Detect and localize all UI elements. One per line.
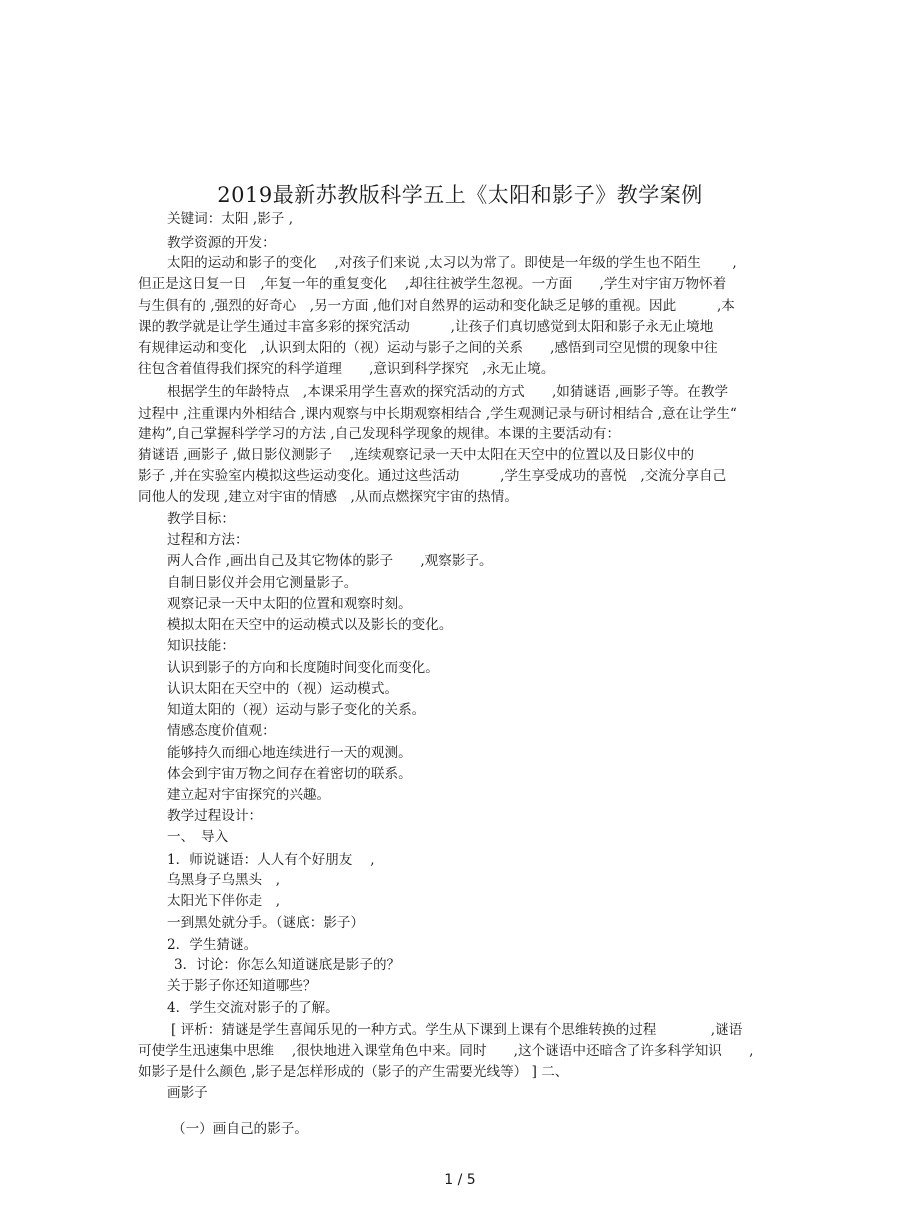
list-item: 能够持久而细心地连续进行一天的观测。 bbox=[167, 745, 412, 761]
commentary-line: 如影子是什么颜色 ,影子是怎样形成的（影子的产生需要光线等） ] 二、 bbox=[138, 1064, 569, 1080]
subsection-heading: （一）画自己的影子。 bbox=[172, 1121, 308, 1137]
list-item: 认识太阳在天空中的（视）运动模式。 bbox=[167, 681, 399, 697]
list-item: 1．师说谜语：人人有个好朋友 , bbox=[167, 852, 375, 868]
list-item: 知道太阳的（视）运动与影子变化的关系。 bbox=[167, 702, 426, 718]
document-title: 2019最新苏教版科学五上《太阳和影子》教学案例 bbox=[217, 183, 703, 207]
page-number: 1 / 5 bbox=[444, 1172, 476, 1188]
paragraph-line: 根据学生的年龄特点 ,本课采用学生喜欢的探究活动的方式 ,如猜谜语 ,画影子等。在教学 bbox=[167, 384, 729, 400]
list-item: 3．讨论：你怎么知道谜底是影子的？ bbox=[174, 957, 401, 973]
list-item: 4．学生交流对影子的了解。 bbox=[167, 1000, 339, 1016]
riddle-line: 太阳光下伴你走 , bbox=[167, 893, 281, 909]
paragraph-line: 但正是这日复一日 ,年复一年的重复变化 ,却往往被学生忽视。一方面 ,学生对宇宙万物怀着 bbox=[138, 276, 727, 292]
list-item: 2．学生猜谜。 bbox=[167, 937, 258, 953]
section-heading: 教学目标： bbox=[167, 511, 235, 527]
list-item: 体会到宇宙万物之间存在着密切的联系。 bbox=[167, 766, 412, 782]
paragraph-line: 太阳的运动和影子的变化 ,对孩子们来说 ,太习以为常了。即使是一年级的学生也不陌生 , bbox=[167, 255, 737, 271]
subsection-heading: 情感态度价值观： bbox=[167, 723, 276, 739]
section-heading: 教学资源的开发： bbox=[167, 235, 276, 251]
paragraph-line: 建构”,自己掌握科学学习的方法 ,自己发现科学现象的规律。本课的主要活动有： bbox=[138, 426, 621, 442]
subsection-heading: 一、 导入 bbox=[167, 829, 229, 845]
paragraph-line: 影子 ,并在实验室内模拟这些运动变化。通过这些活动 ,学生享受成功的喜悦 ,交流分享自己 bbox=[138, 468, 727, 484]
commentary-line: 可使学生迅速集中思维 ,很快地进入课堂角色中来。同时 ,这个谜语中还暗含了许多科学知识 , bbox=[138, 1043, 754, 1059]
list-item: 认识到影子的方向和长度随时间变化而变化。 bbox=[167, 660, 439, 676]
list-item: 观察记录一天中太阳的位置和观察时刻。 bbox=[167, 596, 412, 612]
subsection-heading: 知识技能： bbox=[167, 638, 235, 654]
section-heading: 教学过程设计： bbox=[167, 808, 263, 824]
keywords-line: 关键词：太阳 ,影子 , bbox=[167, 211, 294, 227]
list-item: 关于影子你还知道哪些？ bbox=[167, 978, 317, 994]
list-item: 建立起对宇宙探究的兴趣。 bbox=[167, 787, 331, 803]
list-item: 自制日影仪并会用它测量影子。 bbox=[167, 575, 358, 591]
commentary-line: [ 评析：猜谜是学生喜闻乐见的一种方式。学生从下课到上课有个思维转换的过程 ,谜语 bbox=[171, 1022, 743, 1038]
paragraph-line: 过程中 ,注重课内外相结合 ,课内观察与中长期观察相结合 ,学生观测记录与研讨相结合 ,意在让学生“ bbox=[138, 406, 737, 422]
list-item: 模拟太阳在天空中的运动模式以及影长的变化。 bbox=[167, 617, 453, 633]
paragraph-line: 猜谜语 ,画影子 ,做日影仪测影子 ,连续观察记录一天中太阳在天空中的位置以及日影仪中的 bbox=[138, 447, 695, 463]
paragraph-line: 同他人的发现 ,建立对宇宙的情感 ,从而点燃探究宇宙的热情。 bbox=[138, 489, 518, 505]
paragraph-line: 有规律运动和变化 ,认识到太阳的（视）运动与影子之间的关系 ,感悟到司空见惯的现象中往 bbox=[138, 340, 718, 356]
paragraph-line: 与生俱有的 ,强烈的好奇心 ,另一方面 ,他们对自然界的运动和变化缺乏足够的重视。因此 ,本 bbox=[138, 298, 735, 314]
paragraph-line: 往包含着值得我们探究的科学道理 ,意识到科学探究 ,永无止境。 bbox=[138, 361, 555, 377]
riddle-line: 一到黑处就分手。（谜底：影子） bbox=[167, 915, 365, 931]
riddle-line: 乌黑身子乌黑头 , bbox=[167, 872, 281, 888]
subsection-heading: 过程和方法： bbox=[167, 532, 249, 548]
list-item: 两人合作 ,画出自己及其它物体的影子 ,观察影子。 bbox=[167, 553, 493, 569]
section-heading: 画影子 bbox=[167, 1085, 208, 1101]
paragraph-line: 课的教学就是让学生通过丰富多彩的探究活动 ,让孩子们真切感觉到太阳和影子永无止境地 bbox=[138, 319, 714, 335]
